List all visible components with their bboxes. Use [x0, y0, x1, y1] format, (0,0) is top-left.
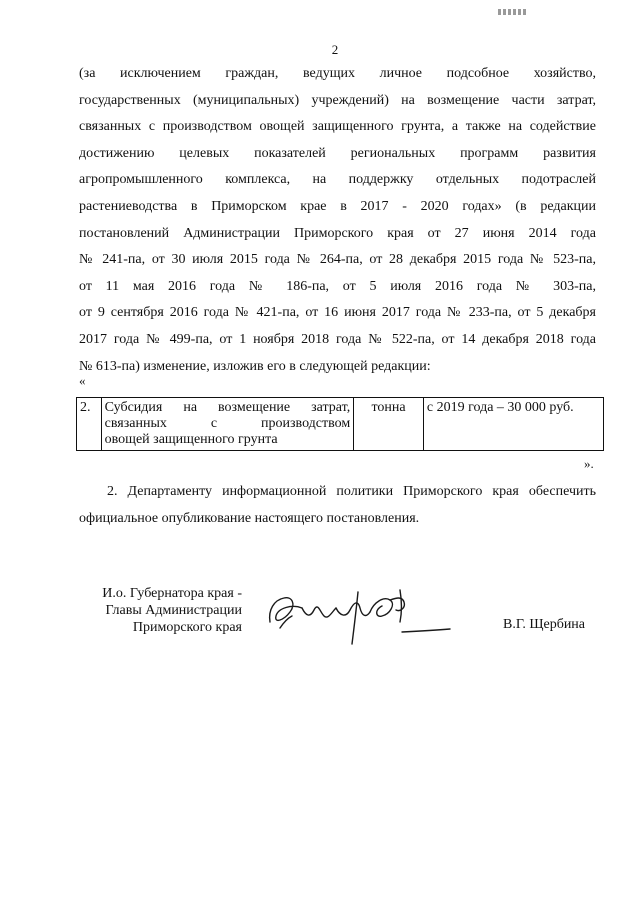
page-number: 2 — [331, 42, 339, 57]
signatory-title — [82, 585, 242, 636]
paragraph-line: 2. Департаменту информационной политики Приморского края обеспечить — [107, 484, 596, 499]
body-line: 2017 года № 499-па, от 1 ноября 2018 года № 522-па, от 14 декабря 2018 года — [79, 331, 596, 347]
rate-cell: с 2019 года – 30 000 руб. — [423, 398, 603, 451]
signatory-title-line: Приморского края — [132, 620, 242, 635]
paragraph-2 — [79, 478, 596, 532]
table-row — [77, 398, 604, 451]
body-line: достижению целевых показателей региональных программ развития — [79, 145, 596, 161]
description-line: овощей защищенного грунта — [104, 432, 278, 447]
unit-cell: тонна — [354, 398, 424, 451]
signatory-title-line: И.о. Губернатора края - — [102, 586, 242, 601]
body-line: (за исключением граждан, ведущих личное подсобное хозяйство, — [79, 66, 596, 81]
body-line: № 241-па, от 30 июля 2015 года № 264-па, от 28 декабря 2015 года № 523-па, — [79, 252, 596, 268]
body-line: от 11 мая 2016 года № 186-па, от 5 июля 2016 года № 303-па, — [79, 278, 596, 294]
body-line: государственных (муниципальных) учреждений) на возмещение части затрат, — [79, 92, 596, 108]
body-line: связанных с производством овощей защищенного грунта, а также на содействие — [79, 119, 596, 135]
subsidy-description-cell — [101, 398, 354, 451]
body-line: от 9 сентября 2016 года № 421-па, от 16 июня 2017 года № 233-па, от 5 декабря — [79, 305, 596, 321]
subsidy-table — [76, 397, 604, 451]
body-line: растениеводства в Приморском крае в 2017 - 2020 годах» (в редакции — [79, 198, 596, 214]
signatory-name: В.Г. Щербина — [503, 617, 586, 632]
paragraph-line: официальное опубликование настоящего постановления. — [79, 511, 420, 526]
signatory-title-line: Главы Администрации — [105, 603, 242, 618]
handwritten-signature — [262, 582, 452, 652]
closing-quote: ». — [584, 456, 594, 471]
body-line: № 613-па) изменение, изложив его в следующей редакции: — [79, 358, 431, 374]
description-line: связанных с производством — [104, 416, 351, 431]
row-number-cell: 2. — [77, 398, 102, 451]
scan-barcode-mark — [498, 2, 534, 8]
body-line: постановлений Администрации Приморского края от 27 июня 2014 года — [79, 225, 596, 241]
body-line: агропромышленного комплекса, на поддержку отдельных подотраслей — [79, 172, 596, 188]
description-line: Субсидия на возмещение затрат, — [104, 400, 351, 415]
resolution-body-text — [79, 61, 596, 380]
opening-quote: « — [79, 373, 86, 388]
